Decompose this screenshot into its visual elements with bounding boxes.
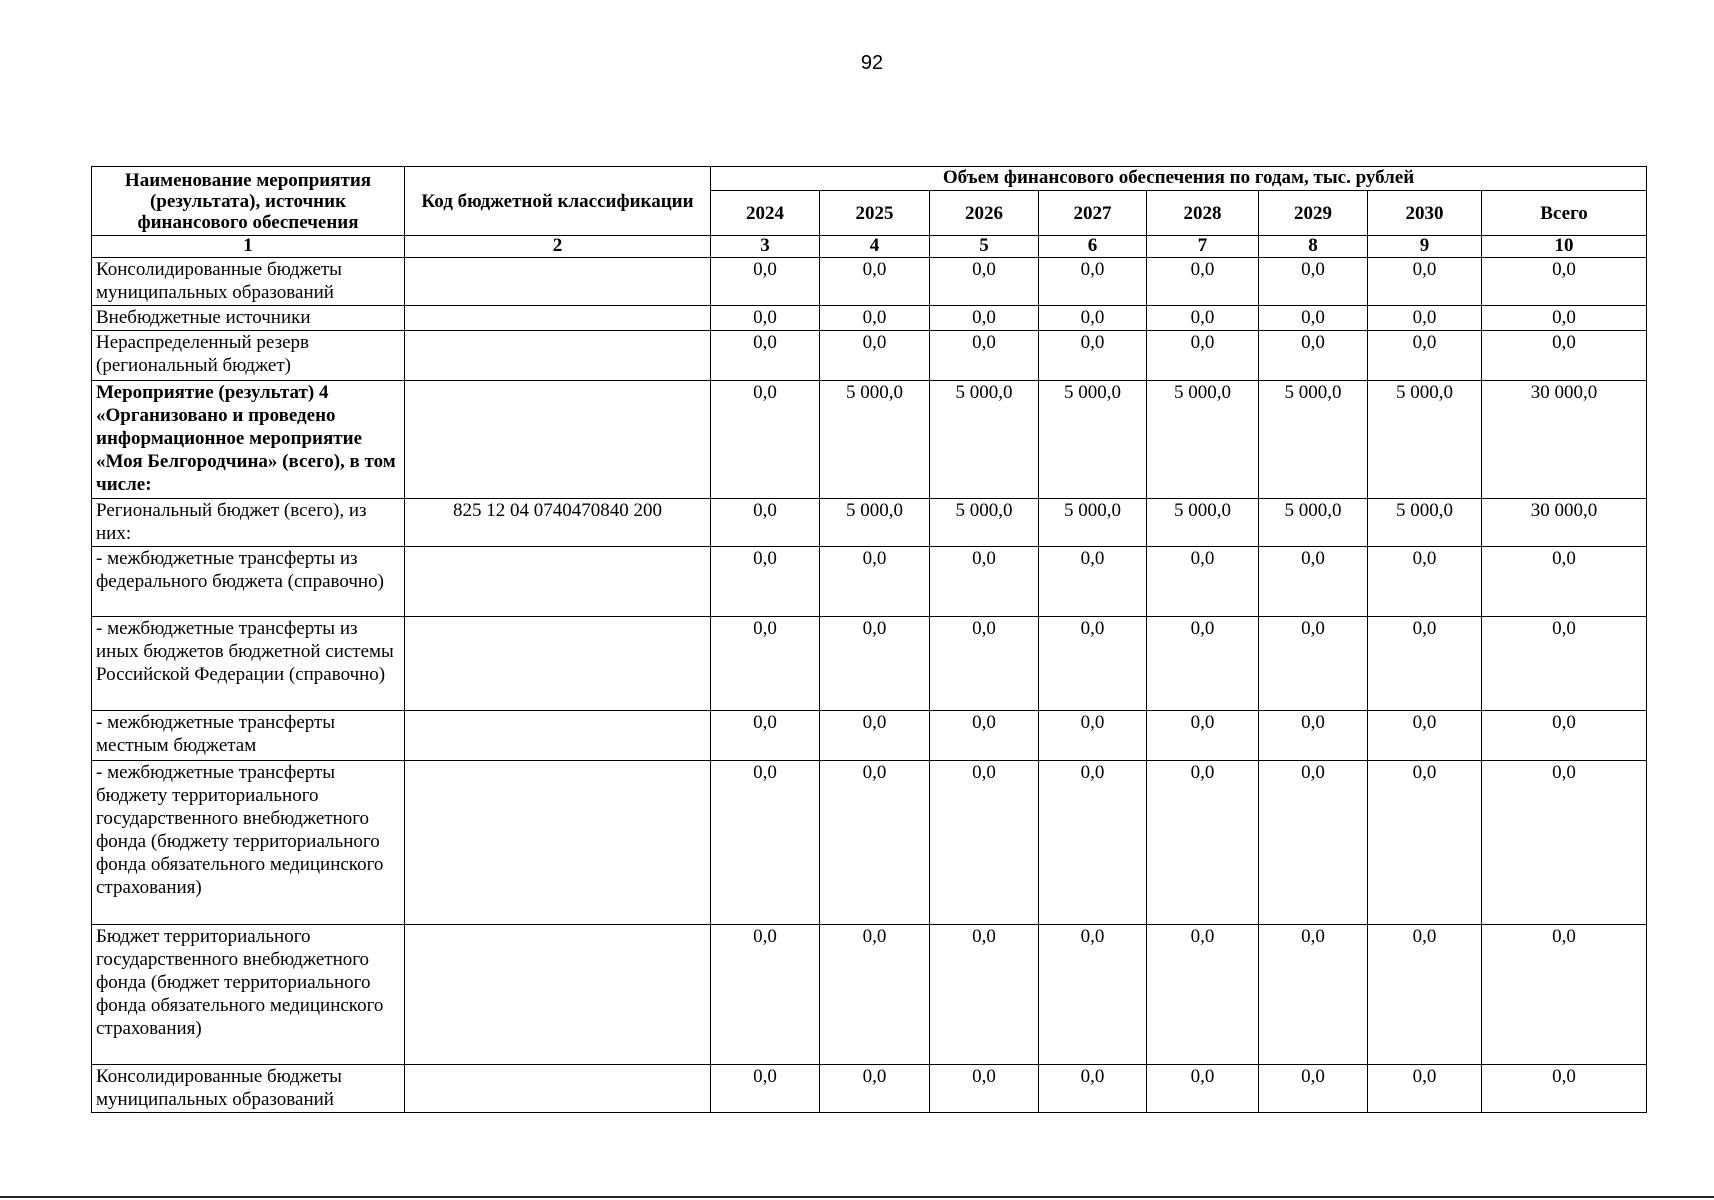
row-budget-code (405, 258, 711, 306)
row-year-value: 5 000,0 (930, 381, 1039, 499)
row-year-value: 0,0 (711, 547, 820, 617)
column-number: 1 (92, 236, 405, 258)
row-year-value: 0,0 (1039, 331, 1147, 381)
table-header (92, 167, 1647, 258)
row-year-value: 0,0 (711, 306, 820, 331)
table-row (92, 761, 1647, 925)
row-total-value: 30 000,0 (1482, 381, 1647, 499)
row-year-value: 0,0 (930, 1065, 1039, 1113)
row-name: - межбюджетные трансферты бюджету территориального государственного внебюджетного фонда (бюджету территориального фонда обязательного медицинского страхования) (92, 761, 405, 925)
row-name: Нераспределенный резерв (региональный бюджет) (92, 331, 405, 381)
row-name: Мероприятие (результат) 4 «Организовано и проведено информационное мероприятие «Моя Белгородчина» (всего), в том числе: (92, 381, 405, 499)
table-row (92, 258, 1647, 306)
row-year-value: 0,0 (1368, 761, 1482, 925)
row-budget-code (405, 761, 711, 925)
table-row (92, 331, 1647, 381)
row-year-value: 0,0 (1039, 617, 1147, 711)
table-row (92, 381, 1647, 499)
row-year-value: 0,0 (1147, 547, 1259, 617)
row-year-value: 0,0 (930, 925, 1039, 1065)
column-number: 4 (820, 236, 930, 258)
header-total: Всего (1482, 191, 1647, 236)
row-total-value: 0,0 (1482, 761, 1647, 925)
row-name: Региональный бюджет (всего), из них: (92, 499, 405, 547)
row-year-value: 5 000,0 (820, 499, 930, 547)
row-total-value: 0,0 (1482, 306, 1647, 331)
row-year-value: 0,0 (1039, 761, 1147, 925)
table-row (92, 1065, 1647, 1113)
row-name: Консолидированные бюджеты муниципальных образований (92, 258, 405, 306)
row-year-value: 0,0 (711, 761, 820, 925)
row-year-value: 0,0 (711, 258, 820, 306)
column-number: 10 (1482, 236, 1647, 258)
row-year-value: 0,0 (1368, 258, 1482, 306)
row-year-value: 0,0 (1147, 258, 1259, 306)
row-budget-code (405, 331, 711, 381)
page-number: 92 (860, 52, 884, 74)
row-year-value: 0,0 (820, 617, 930, 711)
table-row (92, 617, 1647, 711)
row-year-value: 0,0 (820, 331, 930, 381)
column-number: 2 (405, 236, 711, 258)
header-name: Наименование мероприятия (результата), источник финансового обеспечения (92, 167, 405, 236)
row-name: Внебюджетные источники (92, 306, 405, 331)
column-number: 7 (1147, 236, 1259, 258)
row-total-value: 0,0 (1482, 925, 1647, 1065)
header-year-2029: 2029 (1259, 191, 1368, 236)
row-budget-code (405, 547, 711, 617)
row-year-value: 0,0 (820, 547, 930, 617)
column-number: 9 (1368, 236, 1482, 258)
row-year-value: 0,0 (1147, 306, 1259, 331)
row-year-value: 0,0 (930, 331, 1039, 381)
header-year-2024: 2024 (711, 191, 820, 236)
row-year-value: 0,0 (820, 258, 930, 306)
row-year-value: 0,0 (1039, 711, 1147, 761)
row-year-value: 0,0 (711, 381, 820, 499)
row-year-value: 0,0 (1368, 925, 1482, 1065)
row-year-value: 0,0 (1039, 258, 1147, 306)
table-row (92, 547, 1647, 617)
row-year-value: 0,0 (1368, 306, 1482, 331)
row-year-value: 5 000,0 (1147, 381, 1259, 499)
table-body (92, 258, 1647, 1113)
row-year-value: 0,0 (1259, 258, 1368, 306)
row-year-value: 0,0 (820, 306, 930, 331)
row-year-value: 5 000,0 (1039, 381, 1147, 499)
row-year-value: 0,0 (1039, 306, 1147, 331)
row-year-value: 0,0 (930, 761, 1039, 925)
header-year-2030: 2030 (1368, 191, 1482, 236)
row-name: Бюджет территориального государственного внебюджетного фонда (бюджет территориального фонда обязательного медицинского страхования) (92, 925, 405, 1065)
row-year-value: 0,0 (1259, 925, 1368, 1065)
row-year-value: 0,0 (711, 711, 820, 761)
row-total-value: 0,0 (1482, 547, 1647, 617)
row-budget-code (405, 306, 711, 331)
table-row (92, 499, 1647, 547)
row-year-value: 0,0 (930, 711, 1039, 761)
row-total-value: 0,0 (1482, 331, 1647, 381)
row-year-value: 0,0 (1259, 547, 1368, 617)
row-year-value: 5 000,0 (1147, 499, 1259, 547)
row-budget-code (405, 925, 711, 1065)
header-funding-group: Объем финансового обеспечения по годам, тыс. рублей (711, 167, 1647, 191)
row-year-value: 0,0 (930, 547, 1039, 617)
row-year-value: 0,0 (1039, 1065, 1147, 1113)
row-year-value: 0,0 (1259, 711, 1368, 761)
row-year-value: 0,0 (1259, 1065, 1368, 1113)
row-budget-code (405, 381, 711, 499)
row-name: - межбюджетные трансферты из иных бюджетов бюджетной системы Российской Федерации (справочно) (92, 617, 405, 711)
row-budget-code (405, 711, 711, 761)
row-budget-code (405, 617, 711, 711)
row-year-value: 0,0 (1039, 547, 1147, 617)
column-number-row (92, 236, 1647, 258)
row-budget-code: 825 12 04 0740470840 200 (405, 499, 711, 547)
table-row (92, 711, 1647, 761)
row-year-value: 0,0 (1368, 331, 1482, 381)
row-name: - межбюджетные трансферты местным бюджетам (92, 711, 405, 761)
row-year-value: 0,0 (1147, 1065, 1259, 1113)
row-total-value: 0,0 (1482, 617, 1647, 711)
row-year-value: 0,0 (820, 761, 930, 925)
row-year-value: 5 000,0 (1039, 499, 1147, 547)
header-year-2027: 2027 (1039, 191, 1147, 236)
row-year-value: 5 000,0 (820, 381, 930, 499)
row-total-value: 0,0 (1482, 1065, 1647, 1113)
row-year-value: 0,0 (711, 331, 820, 381)
row-year-value: 0,0 (711, 617, 820, 711)
row-year-value: 0,0 (1259, 306, 1368, 331)
row-total-value: 0,0 (1482, 711, 1647, 761)
header-year-2026: 2026 (930, 191, 1039, 236)
row-budget-code (405, 1065, 711, 1113)
row-year-value: 0,0 (820, 1065, 930, 1113)
row-year-value: 0,0 (711, 499, 820, 547)
row-year-value: 0,0 (930, 306, 1039, 331)
row-year-value: 5 000,0 (1368, 381, 1482, 499)
table-row (92, 925, 1647, 1065)
row-year-value: 0,0 (1259, 331, 1368, 381)
row-name: Консолидированные бюджеты муниципальных образований (92, 1065, 405, 1113)
row-year-value: 0,0 (1368, 711, 1482, 761)
row-year-value: 0,0 (930, 617, 1039, 711)
row-year-value: 0,0 (1147, 331, 1259, 381)
row-year-value: 0,0 (711, 1065, 820, 1113)
row-year-value: 0,0 (1368, 1065, 1482, 1113)
row-year-value: 0,0 (820, 711, 930, 761)
row-year-value: 5 000,0 (1368, 499, 1482, 547)
page-edge-rule (0, 1196, 1714, 1198)
row-total-value: 30 000,0 (1482, 499, 1647, 547)
row-year-value: 0,0 (1259, 617, 1368, 711)
row-year-value: 0,0 (1147, 761, 1259, 925)
header-year-2025: 2025 (820, 191, 930, 236)
row-year-value: 0,0 (820, 925, 930, 1065)
column-number: 6 (1039, 236, 1147, 258)
row-total-value: 0,0 (1482, 258, 1647, 306)
header-code: Код бюджетной классификации (405, 167, 711, 236)
table-row (92, 306, 1647, 331)
column-number: 8 (1259, 236, 1368, 258)
row-year-value: 0,0 (1368, 617, 1482, 711)
budget-table (91, 166, 1647, 1113)
row-year-value: 5 000,0 (1259, 381, 1368, 499)
row-year-value: 0,0 (711, 925, 820, 1065)
header-year-2028: 2028 (1147, 191, 1259, 236)
column-number: 3 (711, 236, 820, 258)
row-year-value: 5 000,0 (930, 499, 1039, 547)
row-year-value: 0,0 (1368, 547, 1482, 617)
row-year-value: 0,0 (930, 258, 1039, 306)
column-number: 5 (930, 236, 1039, 258)
row-year-value: 0,0 (1259, 761, 1368, 925)
row-name: - межбюджетные трансферты из федерального бюджета (справочно) (92, 547, 405, 617)
row-year-value: 0,0 (1147, 925, 1259, 1065)
row-year-value: 0,0 (1147, 617, 1259, 711)
row-year-value: 5 000,0 (1259, 499, 1368, 547)
row-year-value: 0,0 (1039, 925, 1147, 1065)
row-year-value: 0,0 (1147, 711, 1259, 761)
